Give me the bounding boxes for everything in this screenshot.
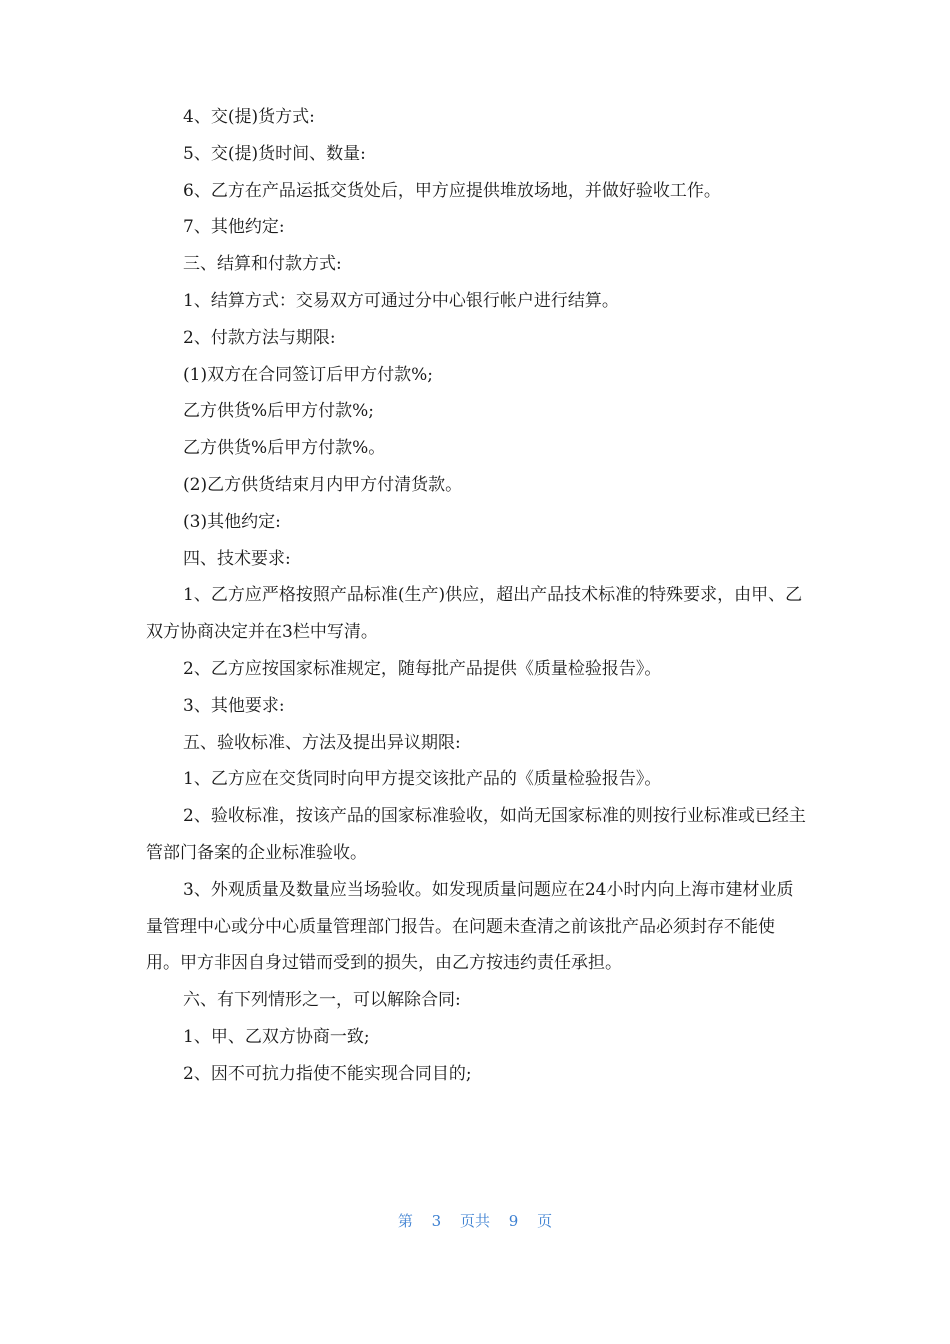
paragraph: 2、乙方应按国家标准规定，随每批产品提供《质量检验报告》。 — [183, 658, 662, 679]
page-label-middle: 页共 — [459, 1212, 490, 1230]
paragraph: 7、其他约定: — [183, 217, 285, 238]
section-heading: 三、结算和付款方式: — [183, 254, 342, 275]
paragraph: 乙方供货%后甲方付款%; — [183, 401, 375, 422]
page-label-prefix: 第 — [397, 1212, 413, 1230]
paragraph: 3、其他要求: — [183, 695, 285, 716]
document-body — [146, 99, 806, 1093]
paragraph: 1、结算方式：交易双方可通过分中心银行帐户进行结算。 — [183, 290, 619, 311]
paragraph: 2、验收标准，按该产品的国家标准验收，如尚无国家标准的则按行业标准或已经主管部门备案的企业标准验收。 — [146, 806, 806, 863]
current-page-number: 3 — [431, 1212, 442, 1230]
paragraph: 5、交(提)货时间、数量: — [183, 143, 366, 164]
page-label-suffix: 页 — [537, 1212, 553, 1230]
section-heading: 四、技术要求: — [183, 548, 291, 569]
section-heading: 五、验收标准、方法及提出异议期限: — [183, 732, 461, 753]
total-pages-number: 9 — [508, 1212, 519, 1230]
paragraph: 1、乙方应在交货同时向甲方提交该批产品的《质量检验报告》。 — [183, 769, 662, 790]
paragraph: 1、甲、乙双方协商一致; — [183, 1026, 370, 1047]
paragraph: (3)其他约定: — [183, 511, 281, 532]
paragraph: (1)双方在合同签订后甲方付款%; — [183, 364, 433, 385]
paragraph: 1、乙方应严格按照产品标准(生产)供应，超出产品技术标准的特殊要求，由甲、乙双方协商决定并在3栏中写清。 — [146, 585, 803, 643]
section-heading: 六、有下列情形之一，可以解除合同: — [183, 990, 461, 1011]
paragraph: 3、外观质量及数量应当场验收。如发现质量问题应在24小时内向上海市建材业质量管理中心或分中心质量管理部门报告。在问题未查清之前该批产品必须封存不能使用。甲方非因自身过错而受到的损失，由乙方按违约责任承担。 — [146, 879, 794, 974]
paragraph: 4、交(提)货方式: — [183, 107, 315, 127]
paragraph: (2)乙方供货结束月内甲方付清货款。 — [183, 474, 463, 495]
paragraph: 乙方供货%后甲方付款%。 — [183, 438, 386, 459]
paragraph: 6、乙方在产品运抵交货处后，甲方应提供堆放场地，并做好验收工作。 — [183, 180, 721, 201]
paragraph: 2、付款方法与期限: — [183, 327, 336, 348]
paragraph: 2、因不可抗力指使不能实现合同目的; — [183, 1063, 472, 1084]
page-footer — [0, 1210, 950, 1231]
